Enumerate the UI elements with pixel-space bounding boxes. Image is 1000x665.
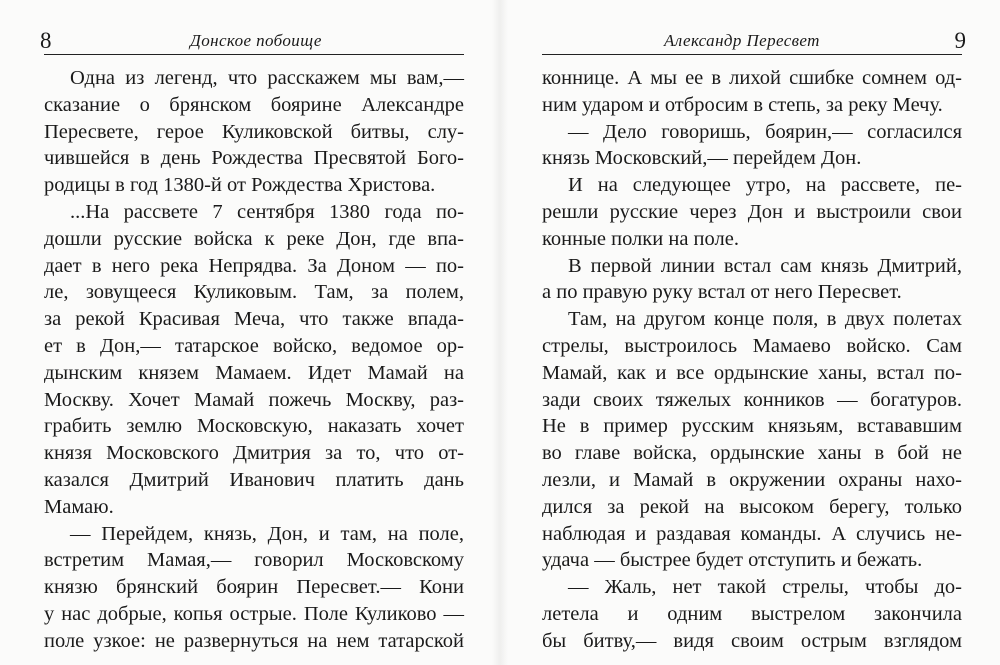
- right-page-text: [542, 65, 962, 655]
- text-line: дает в него река Непрядва. За Доном — по-: [44, 254, 464, 277]
- text-line: И на следующее утро, на рассвете, пе-: [568, 174, 962, 197]
- left-running-title: Донское побоище: [190, 31, 322, 50]
- text-line: ...На рассвете 7 сентября 1380 года по-: [70, 200, 464, 223]
- text-line: встретим Мамая,— говорил Московскому: [44, 549, 464, 572]
- text-line: Одна из легенд, что расскажем мы вам,—: [70, 67, 464, 89]
- text-line: зади своих тяжелых конников — богатуров.: [542, 388, 962, 411]
- text-line: родицы в год 1380-й от Рождества Христова.: [44, 174, 436, 197]
- text-line: Пересвете, герое Куликовской битвы, слу-: [44, 120, 464, 143]
- text-line: Мамаю.: [44, 495, 114, 518]
- left-page-number: 8: [40, 28, 52, 53]
- text-line: Не в пример русским князьям, встававшим: [542, 415, 962, 438]
- text-line: за рекой Красивая Меча, что также впада-: [44, 308, 464, 331]
- text-line: Там, на другом конце поля, в двух полетах: [568, 308, 962, 331]
- left-running-head: [40, 28, 464, 55]
- book-gutter: [492, 0, 508, 665]
- text-line: решли русские через Дон и выстроили свои: [542, 200, 962, 223]
- text-line: чившейся в день Рождества Пресвятой Бого-: [44, 147, 464, 170]
- text-line: летела и одним выстрелом закончила: [542, 602, 962, 625]
- text-line: конные полки на поле.: [542, 227, 739, 250]
- text-line: удача — быстрее будет отступить и бежать.: [542, 549, 923, 572]
- text-line: у нас добрые, копья острые. Поле Куликово —: [44, 602, 464, 625]
- text-line: казался Дмитрий Иванович платить дань: [44, 468, 464, 491]
- text-line: дошли русские войска к реке Дон, где впа-: [44, 227, 464, 250]
- text-line: ним ударом и отбросим в степь, за реку Мечу.: [542, 93, 943, 116]
- right-page-number: 9: [954, 28, 966, 53]
- text-line: сказание о брянском боярине Александре: [44, 93, 464, 116]
- text-line: стрелы, выстроилось Мамаево войско. Сам: [542, 334, 962, 357]
- text-line: князя Московского Дмитрия за то, что от-: [44, 442, 464, 465]
- text-line: лезли, и Мамай в окружении охраны нахо-: [542, 468, 962, 491]
- text-line: поле узкое: не развернуться на нем татарской: [44, 629, 464, 652]
- text-line: Мамай, как и все ордынские ханы, встал по-: [542, 361, 962, 384]
- text-line: ет в Дон,— татарское войско, ведомое ор-: [44, 334, 464, 357]
- right-page: [542, 0, 966, 665]
- right-running-title: Александр Пересвет: [664, 31, 820, 50]
- text-line: ле, зовущееся Куликовым. Там, за полем,: [44, 281, 464, 304]
- text-line: — Дело говоришь, боярин,— согласился: [568, 120, 962, 143]
- left-page-text: [44, 65, 464, 655]
- text-line: князь Московский,— перейдем Дон.: [542, 147, 862, 170]
- text-line: Москву. Хочет Мамай пожечь Москву, раз-: [44, 388, 464, 411]
- text-line: грабить землю Московскую, наказать хочет: [44, 415, 464, 438]
- text-line: а по правую руку встал от него Пересвет.: [542, 281, 902, 304]
- text-line: дился за рекой на высоком берегу, только: [542, 495, 962, 518]
- text-line: дынским князем Мамаем. Идет Мамай на: [44, 361, 464, 384]
- text-line: — Перейдем, князь, Дон, и там, на поле,: [70, 522, 464, 545]
- text-line: В первой линии встал сам князь Дмитрий,: [568, 254, 962, 277]
- right-running-head: [542, 28, 966, 55]
- text-line: коннице. А мы ее в лихой сшибке сомнем од-: [542, 67, 962, 89]
- text-line: — Жаль, нет такой стрелы, чтобы до-: [568, 576, 962, 599]
- text-line: наблюдая и раздавая команды. А случись не-: [542, 522, 962, 545]
- text-line: князю брянский боярин Пересвет.— Кони: [44, 576, 464, 599]
- left-page: [40, 0, 464, 665]
- text-line: бы битву,— видя своим острым взглядом: [542, 629, 962, 652]
- text-line: во главе войска, ордынские ханы в бой не: [542, 442, 962, 465]
